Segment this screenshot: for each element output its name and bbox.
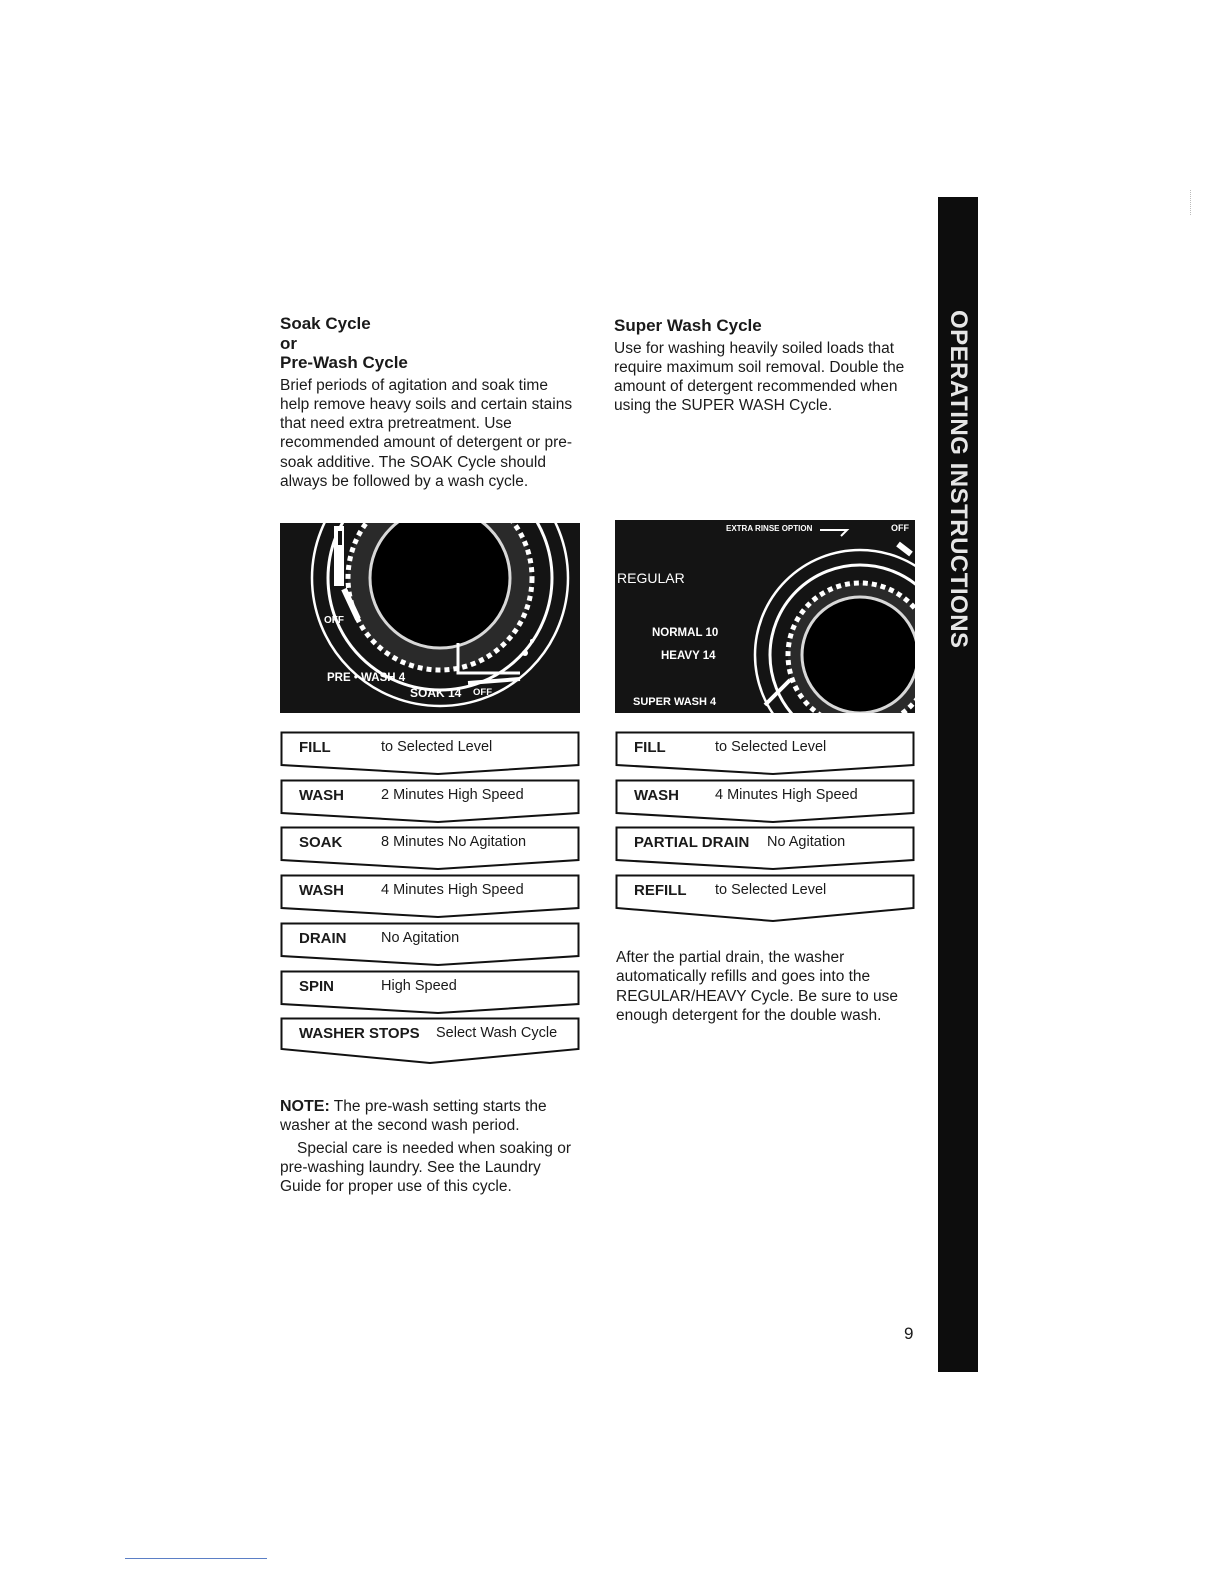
right-step-partial-drain xyxy=(615,826,915,878)
left-step-washer-stops xyxy=(280,1017,580,1067)
dial-regular-label: REGULAR xyxy=(617,570,685,586)
dial-prewash-label: PRE • WASH 4 xyxy=(327,672,406,684)
step-value: to Selected Level xyxy=(381,739,493,755)
left-step-soak xyxy=(280,826,580,878)
step-value: Select Wash Cycle xyxy=(436,1025,558,1041)
after-partial-drain-text xyxy=(616,948,906,1025)
dial-off-label: OFF xyxy=(324,615,344,626)
step-value: 2 Minutes High Speed xyxy=(381,787,524,803)
left-step-wash-2 xyxy=(280,874,580,926)
super-wash-description: Use for washing heavily soiled loads that require maximum soil removal. Double the amount of detergent recommended when using the SUPER WASH Cycle. xyxy=(614,339,905,415)
step-value: No Agitation xyxy=(767,834,846,850)
left-step-spin xyxy=(280,970,580,1022)
step-value: 4 Minutes High Speed xyxy=(715,787,858,803)
super-wash-section xyxy=(614,316,914,416)
dial-soak-off-label: OFF xyxy=(473,687,492,698)
step-label: WASH xyxy=(634,787,679,804)
soak-cycle-heading: Soak Cycle xyxy=(280,314,371,333)
soak-dial-illustration xyxy=(280,523,580,713)
step-value: High Speed xyxy=(381,978,457,994)
step-label: FILL xyxy=(299,739,331,756)
super-wash-dial-illustration xyxy=(615,520,915,713)
step-value: No Agitation xyxy=(381,930,460,946)
dial-soak-label: SOAK 14 xyxy=(410,686,462,700)
step-label: PARTIAL DRAIN xyxy=(634,834,750,851)
dial-right-off-label: OFF xyxy=(891,523,909,533)
footer-rule xyxy=(125,1558,267,1559)
dial-super-wash-label: SUPER WASH 4 xyxy=(633,696,717,708)
note-paragraph xyxy=(280,1097,580,1136)
left-step-fill xyxy=(280,731,580,783)
soak-cycle-section xyxy=(280,314,580,491)
soak-cycle-description: Brief periods of agitation and soak time help remove heavy soils and certain stains that need extra pretreatment. Use recommended amount of detergent or pre-soak additive. The SOAK Cycle should always be followed by a wash cycle. xyxy=(280,376,573,490)
step-label: WASH xyxy=(299,882,344,899)
step-value: to Selected Level xyxy=(715,882,827,898)
step-label: REFILL xyxy=(634,882,687,899)
scan-mark xyxy=(1190,190,1192,215)
prewash-cycle-heading: Pre-Wash Cycle xyxy=(280,353,408,372)
note-text: The pre-wash setting starts the washer at the second wash period. xyxy=(280,1098,547,1135)
right-step-fill xyxy=(615,731,915,783)
right-step-refill xyxy=(615,874,915,926)
page-number: 9 xyxy=(904,1324,914,1343)
step-label: SOAK xyxy=(299,834,343,851)
step-value: 4 Minutes High Speed xyxy=(381,882,524,898)
dial-normal-label: NORMAL 10 xyxy=(652,627,719,639)
right-step-wash xyxy=(615,779,915,831)
step-label: SPIN xyxy=(299,978,335,995)
step-value: 8 Minutes No Agitation xyxy=(381,834,527,850)
step-value: to Selected Level xyxy=(715,739,827,755)
after-partial-drain-paragraph: After the partial drain, the washer automatically refills and goes into the REGULAR/HEAVY Cycle. Be sure to use enough detergent for the double wash. xyxy=(616,949,898,1024)
step-label: FILL xyxy=(634,739,666,756)
dial-heavy-label: HEAVY 14 xyxy=(661,650,716,662)
or-heading: or xyxy=(280,333,297,353)
left-step-drain xyxy=(280,922,580,974)
super-wash-heading: Super Wash Cycle xyxy=(614,316,762,335)
left-step-wash-1 xyxy=(280,779,580,831)
step-label: DRAIN xyxy=(299,930,347,947)
note-label: NOTE: xyxy=(280,1098,330,1115)
side-tab-label: OPERATING INSTRUCTIONS xyxy=(945,310,972,649)
extra-rinse-option-label: EXTRA RINSE OPTION xyxy=(726,524,813,533)
step-label: WASHER STOPS xyxy=(299,1025,420,1042)
step-label: WASH xyxy=(299,787,344,804)
note-paragraph-2: Special care is needed when soaking or pre-washing laundry. See the Laundry Guide for proper use of this cycle. xyxy=(280,1139,572,1196)
note-section xyxy=(280,1097,580,1196)
